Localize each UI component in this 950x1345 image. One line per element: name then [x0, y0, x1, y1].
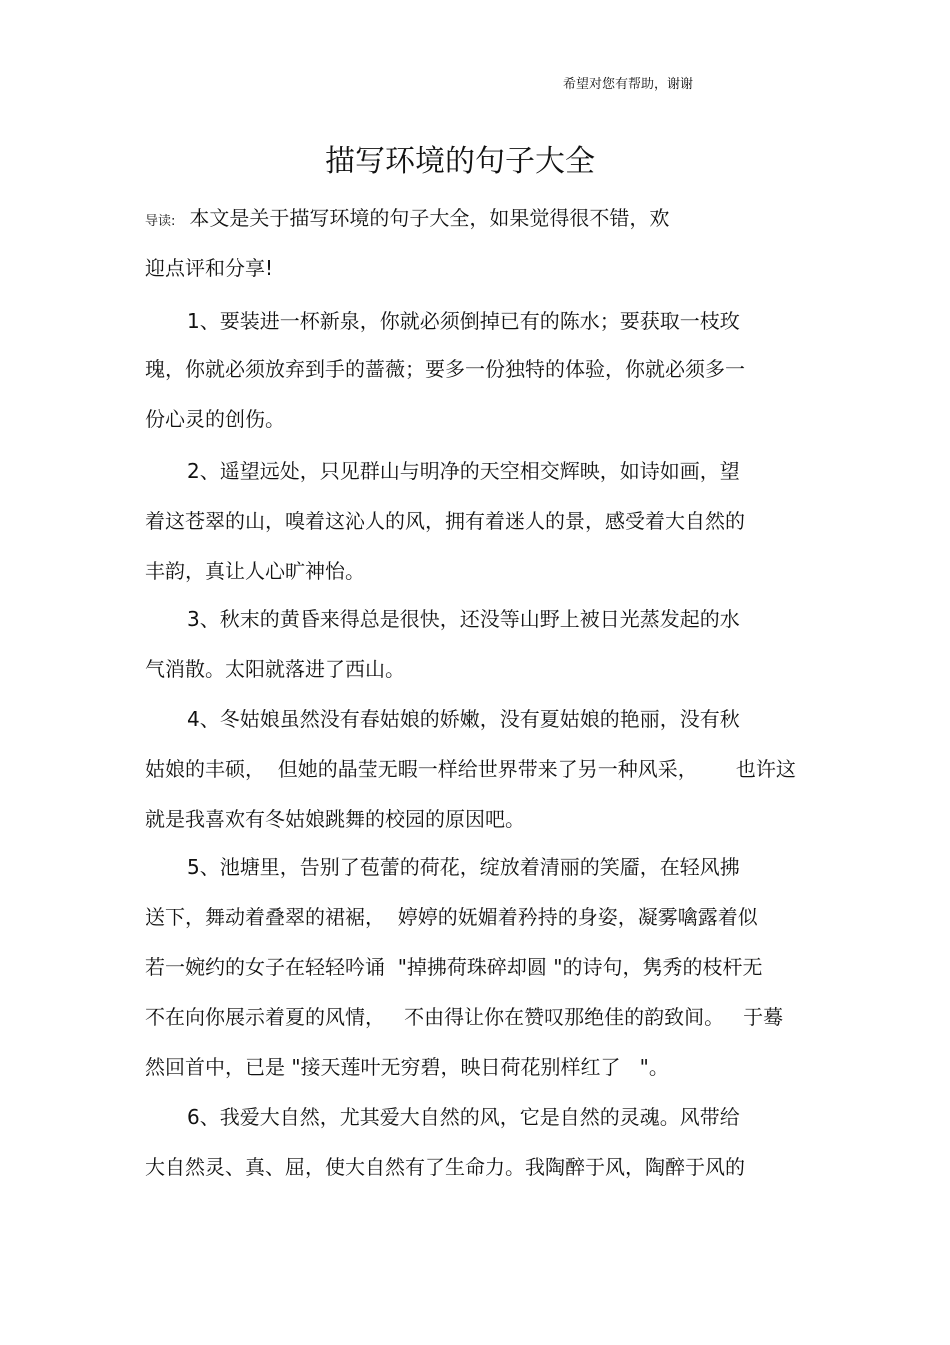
header-note: 希望对您有帮助，谢谢 — [563, 77, 694, 92]
paragraph-line: 3、秋末的黄昏来得总是很快，还没等山野上被日光蒸发起的水 — [187, 607, 740, 631]
paragraph-line: 不在向你展示着夏的风情， 不由得让你在赞叹那绝佳的韵致间。 于蓦 — [145, 1005, 784, 1029]
document-title: 描写环境的句子大全 — [325, 144, 595, 179]
paragraph-line: 然回首中，已是 "接天莲叶无穷碧，映日荷花别样红了 "。 — [145, 1055, 669, 1079]
paragraph-line: 份心灵的创伤。 — [145, 407, 285, 431]
paragraph-line: 就是我喜欢有冬姑娘跳舞的校园的原因吧。 — [145, 807, 525, 831]
paragraph-line: 若一婉约的女子在轻轻吟诵 "掉拂荷珠碎却圆 "的诗句，隽秀的枝杆无 — [145, 955, 763, 979]
paragraph-line: 送下，舞动着叠翠的裙裾， 婷婷的妩媚着矜持的身姿，凝雾噙露着似 — [145, 905, 758, 929]
paragraph-line: 丰韵，真让人心旷神怡。 — [145, 559, 365, 583]
paragraph-line: 4、冬姑娘虽然没有春姑娘的娇嫩，没有夏姑娘的艳丽，没有秋 — [187, 707, 740, 731]
intro-line-2: 迎点评和分享! — [145, 256, 274, 280]
paragraph-line: 6、我爱大自然，尤其爱大自然的风，它是自然的灵魂。风带给 — [187, 1105, 740, 1129]
paragraph-line: 瑰，你就必须放弃到手的蔷薇；要多一份独特的体验，你就必须多一 — [145, 357, 745, 381]
intro-line-1 — [145, 203, 669, 237]
paragraph-line: 气消散。太阳就落进了西山。 — [145, 657, 405, 681]
intro-text-1: 本文是关于描写环境的句子大全，如果觉得很不错，欢 — [189, 206, 670, 230]
paragraph-line: 大自然灵、真、屈，使大自然有了生命力。我陶醉于风，陶醉于风的 — [145, 1155, 745, 1179]
paragraph-line: 1、要装进一杯新泉，你就必须倒掉已有的陈水；要获取一枝玫 — [187, 309, 740, 333]
paragraph-line: 姑娘的丰硕， 但她的晶莹无暇一样给世界带来了另一种风采， 也许这 — [145, 757, 796, 781]
paragraph-line: 2、遥望远处，只见群山与明净的天空相交辉映，如诗如画，望 — [187, 459, 740, 483]
paragraph-line: 着这苍翠的山，嗅着这沁人的风，拥有着迷人的景，感受着大自然的 — [145, 509, 745, 533]
intro-label: 导读: — [145, 214, 176, 229]
paragraph-line: 5、池塘里，告别了苞蕾的荷花，绽放着清丽的笑靥，在轻风拂 — [187, 855, 740, 879]
